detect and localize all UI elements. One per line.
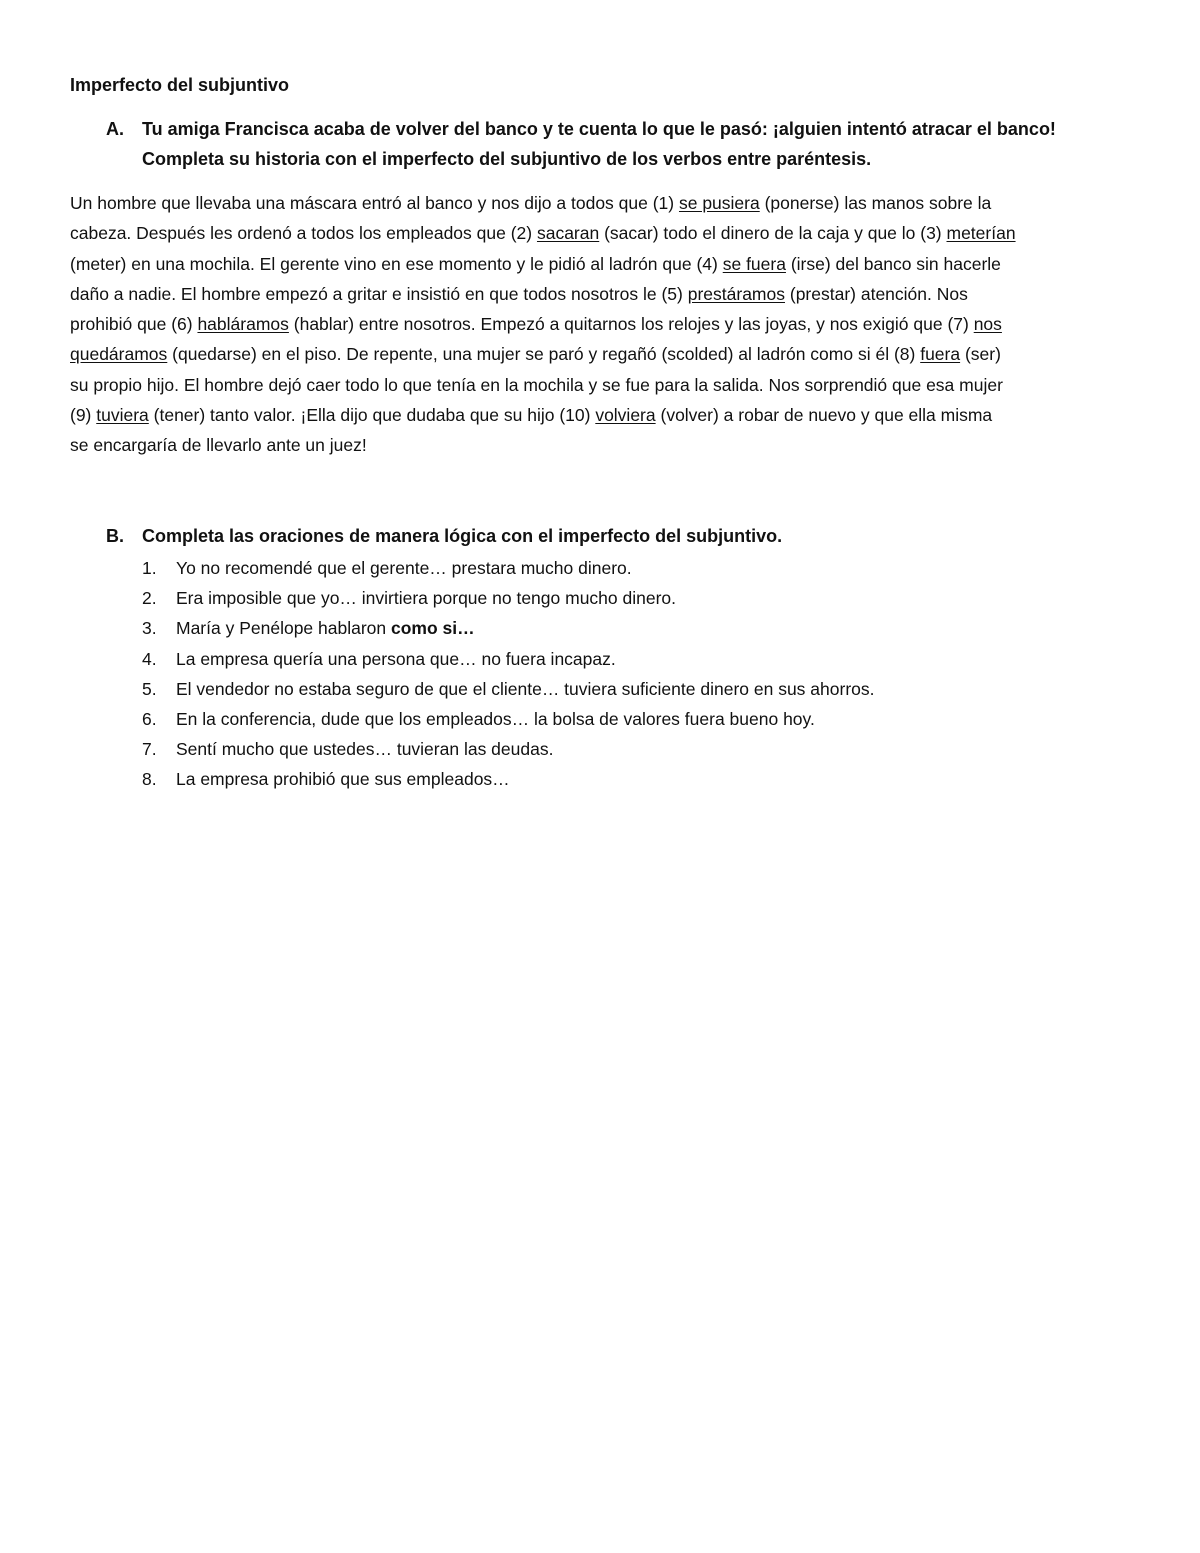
- answer-4: se fuera: [722, 253, 786, 274]
- story-text: (volver) a robar de nuevo y que ella misma: [655, 405, 993, 426]
- story-line: [70, 279, 1130, 309]
- list-item: [142, 583, 1142, 613]
- answer-3: meterían: [946, 223, 1016, 244]
- story-text: (hablar) entre nosotros. Empezó a quitarnos los relojes y las joyas, y nos exigió que (7): [288, 314, 974, 335]
- story-text: prohibió que (6): [70, 314, 198, 335]
- story-line: [70, 218, 1130, 248]
- section-a-letter: A.: [106, 119, 124, 139]
- section-a-heading: [106, 114, 1166, 176]
- item-text: María y Penélope hablaron: [176, 618, 391, 639]
- story-line: [70, 249, 1130, 279]
- story-text: (ser): [960, 344, 1001, 365]
- section-b-letter: B.: [106, 526, 124, 546]
- answer-5: prestáramos: [687, 283, 785, 304]
- list-item: [142, 674, 1142, 704]
- section-a-instructions: [142, 114, 1142, 174]
- story-text: Un hombre que llevaba una máscara entró al banco y nos dijo a todos que (1): [70, 193, 679, 213]
- item-number: 4.: [142, 648, 157, 669]
- story-text: daño a nadie. El hombre empezó a gritar e insistió en que todos nosotros le (5): [70, 283, 688, 304]
- list-item: [142, 764, 1142, 794]
- story-text: (ponerse) las manos sobre la: [759, 193, 992, 213]
- story-text: (prestar) atención. Nos: [785, 283, 968, 304]
- item-number: 7.: [142, 739, 157, 760]
- story-text: (quedarse) en el piso. De repente, una mujer se paró y regañó (scolded) al ladrón como si él (8): [167, 344, 921, 365]
- list-item: [142, 613, 1142, 643]
- item-text: La empresa quería una persona que… no fuera incapaz.: [176, 648, 616, 669]
- answer-1: se pusiera: [678, 193, 760, 213]
- section-a-line-2: Completa su historia con el imperfecto del subjuntivo de los verbos entre paréntesis.: [142, 149, 872, 169]
- story-text: cabeza. Después les ordenó a todos los empleados que (2): [70, 223, 537, 244]
- story-line: [70, 430, 1130, 460]
- story-line: [70, 400, 1130, 430]
- page-title: Imperfecto del subjuntivo: [70, 75, 290, 95]
- story-text: su propio hijo. El hombre dejó caer todo lo que tenía en la mochila y se fue para la salida. Nos sorprendió que esa mujer: [70, 374, 1003, 395]
- item-number: 6.: [142, 708, 157, 729]
- item-number: 8.: [142, 769, 157, 790]
- story-text: (irse) del banco sin hacerle: [785, 253, 1001, 274]
- story-text: se encargaría de llevarlo ante un juez!: [70, 435, 367, 456]
- item-bold-text: como si…: [391, 618, 475, 639]
- story-line: [70, 370, 1130, 400]
- answer-7-part-2: quedáramos: [70, 344, 168, 365]
- item-text: La empresa prohibió que sus empleados…: [176, 769, 510, 790]
- section-b-instructions: [142, 521, 1142, 551]
- item-text: El vendedor no estaba seguro de que el cliente… tuviera suficiente dinero en sus ahorros.: [176, 678, 875, 699]
- item-number: 1.: [142, 558, 157, 578]
- item-text: Yo no recomendé que el gerente… prestara mucho dinero.: [176, 558, 632, 578]
- list-item: [142, 644, 1142, 674]
- story-line: [70, 309, 1130, 339]
- list-item: [142, 553, 1142, 583]
- story-line: [70, 188, 1130, 218]
- item-number: 3.: [142, 618, 157, 639]
- answer-2: sacaran: [536, 223, 600, 244]
- story-paragraph: [70, 188, 1130, 461]
- item-text-wrapper: [176, 613, 475, 643]
- answer-6: habláramos: [197, 314, 289, 335]
- story-line: [70, 339, 1130, 369]
- story-text: (tener) tanto valor. ¡Ella dijo que dudaba que su hijo (10): [148, 405, 596, 426]
- answer-9: tuviera: [96, 405, 149, 426]
- sentence-list: [142, 553, 1142, 795]
- answer-8: fuera: [920, 344, 961, 365]
- section-a-line-1: Tu amiga Francisca acaba de volver del banco y te cuenta lo que le pasó: ¡alguien intentó atracar el banco!: [142, 119, 1056, 139]
- story-text: (9): [70, 405, 97, 426]
- item-number: 2.: [142, 588, 157, 609]
- item-text: Era imposible que yo… invirtiera porque no tengo mucho dinero.: [176, 588, 677, 609]
- story-text: (sacar) todo el dinero de la caja y que lo (3): [599, 223, 947, 244]
- list-item: [142, 734, 1142, 764]
- section-b-heading: [106, 521, 1166, 551]
- list-item: [142, 704, 1142, 734]
- story-text: (meter) en una mochila. El gerente vino en ese momento y le pidió al ladrón que (4): [70, 253, 723, 274]
- answer-7-part-1: nos: [973, 314, 1002, 335]
- item-text: Sentí mucho que ustedes… tuvieran las deudas.: [176, 739, 554, 760]
- answer-10: volviera: [595, 405, 656, 426]
- item-text: En la conferencia, dude que los empleados… la bolsa de valores fuera bueno hoy.: [176, 708, 815, 729]
- item-number: 5.: [142, 678, 157, 699]
- section-b-line: Completa las oraciones de manera lógica con el imperfecto del subjuntivo.: [142, 526, 783, 546]
